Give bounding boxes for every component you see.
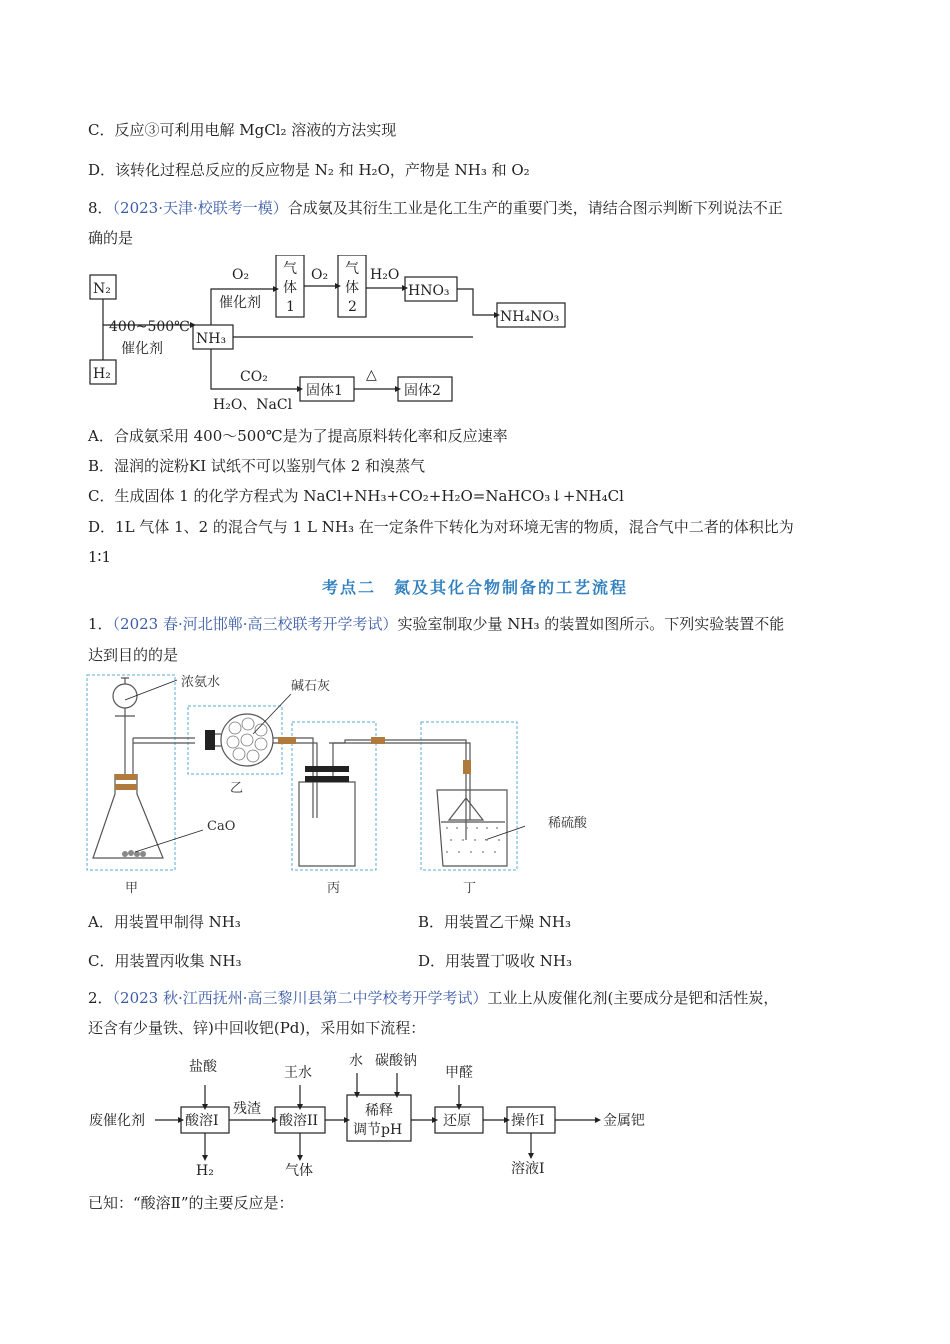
label-dilute-sulfuric-acid: 稀硫酸 — [548, 816, 588, 831]
gas1-char3: 1 — [286, 299, 295, 315]
gas2-char3: 2 — [348, 299, 357, 315]
solid1-label: 固体1 — [306, 383, 343, 399]
gas1-char1: 气 — [283, 261, 297, 277]
q2-stem: 工业上从废催化剂(主要成分是钯和活性炭， — [487, 989, 779, 1007]
q2-source: （2023 秋·江西抚州·高三黎川县第二中学校考开学考试） — [112, 989, 488, 1007]
label-water: 水 — [349, 1053, 363, 1069]
label-sodium-carbonate: 碳酸钠 — [375, 1053, 417, 1069]
h2-label: H₂ — [93, 366, 111, 382]
q1-option-d: D．用装置丁吸收 NH₃ — [418, 952, 573, 970]
q2-palladium-flow-diagram — [85, 1045, 665, 1185]
label-yi: 乙 — [230, 781, 244, 796]
q1-number: 1． — [88, 615, 113, 633]
q8-option-a: A．合成氨采用 400～500℃是为了提高原料转化率和反应速率 — [88, 427, 508, 445]
ding-frame — [421, 722, 517, 870]
h2o-nacl-label: H₂O、NaCl — [213, 397, 293, 413]
box-acid-dissolve-1: 酸溶I — [185, 1113, 219, 1129]
box-acid-dissolve-2: 酸溶II — [279, 1113, 319, 1129]
yi-frame — [188, 706, 282, 774]
gas1-char2: 体 — [283, 280, 297, 296]
catalyst-condition: 催化剂 — [121, 341, 163, 357]
q1-option-a: A．用装置甲制得 NH₃ — [88, 913, 241, 931]
q2-stem-line2: 还含有少量铁、锌)中回收钯(Pd)，采用如下流程： — [88, 1019, 426, 1037]
q8-stem-line2: 确的是 — [88, 229, 134, 247]
q8-stem: 合成氨及其衍生工业是化工生产的重要门类，请结合图示判断下列说法不正 — [287, 199, 783, 217]
label-solution-1: 溶液I — [511, 1161, 545, 1177]
label-cao: CaO — [207, 819, 236, 834]
label-hcl: 盐酸 — [189, 1059, 217, 1075]
h2o-label: H₂O — [370, 267, 400, 283]
box-operation-1: 操作I — [511, 1113, 545, 1129]
label-palladium: 金属钯 — [603, 1113, 645, 1129]
label-waste-catalyst: 废催化剂 — [89, 1113, 145, 1129]
label-h2: H₂ — [196, 1163, 214, 1179]
o2-label-2: O₂ — [311, 267, 329, 283]
label-aqua-regia: 王水 — [284, 1065, 312, 1081]
q2-known: 已知：“酸溶Ⅱ”的主要反应是： — [88, 1194, 294, 1212]
nh3-label: NH₃ — [196, 331, 227, 347]
catalyst-label: 催化剂 — [219, 295, 261, 311]
q8-number: 8． — [88, 199, 113, 217]
section-heading: 考点二 氮及其化合物制备的工艺流程 — [321, 578, 628, 597]
q8-stem-line1 — [88, 197, 783, 219]
q8-source: （2023·天津·校联考一模） — [112, 199, 288, 217]
label-bing: 丙 — [327, 881, 341, 896]
label-residue: 残渣 — [233, 1101, 261, 1117]
label-gas: 气体 — [285, 1163, 313, 1179]
solid2-label: 固体2 — [404, 383, 441, 399]
label-soda-lime: 碱石灰 — [291, 679, 331, 694]
q8-ammonia-flow-diagram — [85, 255, 585, 415]
box-reduce: 还原 — [443, 1113, 471, 1129]
q1-apparatus-figure — [85, 670, 525, 900]
q8-option-d-line2: 1∶1 — [88, 548, 111, 566]
gas2-char1: 气 — [345, 261, 359, 277]
q1-option-b: B．用装置乙干燥 NH₃ — [418, 913, 572, 931]
nh4no3-label: NH₄NO₃ — [500, 309, 560, 325]
q1-stem: 实验室制取少量 NH₃ 的装置如图所示。下列实验装置不能 — [397, 615, 785, 633]
label-jia: 甲 — [125, 881, 139, 896]
q7-option-d: D．该转化过程总反应的反应物是 N₂ 和 H₂O，产物是 NH₃ 和 O₂ — [88, 161, 530, 179]
jia-frame — [87, 675, 175, 870]
q2-stem-line1 — [88, 987, 778, 1009]
q8-option-d-line1: D．1L 气体 1、2 的混合气与 1 L NH₃ 在一定条件下转化为对环境无害的物质，混合气中二者的体积比为 — [88, 518, 794, 536]
q1-source: （2023 春·河北邯郸·高三校联考开学考试） — [112, 615, 398, 633]
heat-symbol: △ — [366, 367, 377, 383]
hno3-label: HNO₃ — [408, 283, 450, 299]
o2-label-1: O₂ — [232, 267, 250, 283]
temp-condition: 400~500℃ — [109, 319, 190, 335]
co2-label: CO₂ — [240, 369, 268, 385]
q8-option-c: C．生成固体 1 的化学方程式为 NaCl+NH₃+CO₂+H₂O=NaHCO₃↓+NH₄Cl — [88, 487, 624, 505]
n2-label: N₂ — [93, 281, 111, 297]
q8-option-b: B．湿润的淀粉KI 试纸不可以鉴别气体 2 和溴蒸气 — [88, 457, 426, 475]
box-dilute-line1: 稀释 — [365, 1103, 393, 1119]
q1-stem-line2: 达到目的的是 — [88, 646, 179, 664]
label-formaldehyde: 甲醛 — [445, 1065, 473, 1081]
label-ding: 丁 — [463, 881, 477, 896]
q2-number: 2． — [88, 989, 113, 1007]
bing-frame — [292, 722, 376, 870]
q7-option-c: C．反应③可利用电解 MgCl₂ 溶液的方法实现 — [88, 121, 397, 139]
q1-stem-line1 — [88, 613, 784, 635]
q1-option-c: C．用装置丙收集 NH₃ — [88, 952, 242, 970]
box-dilute-line2: 调节pH — [353, 1122, 403, 1138]
label-ammonia-water: 浓氨水 — [181, 675, 221, 690]
gas2-char2: 体 — [345, 280, 359, 296]
